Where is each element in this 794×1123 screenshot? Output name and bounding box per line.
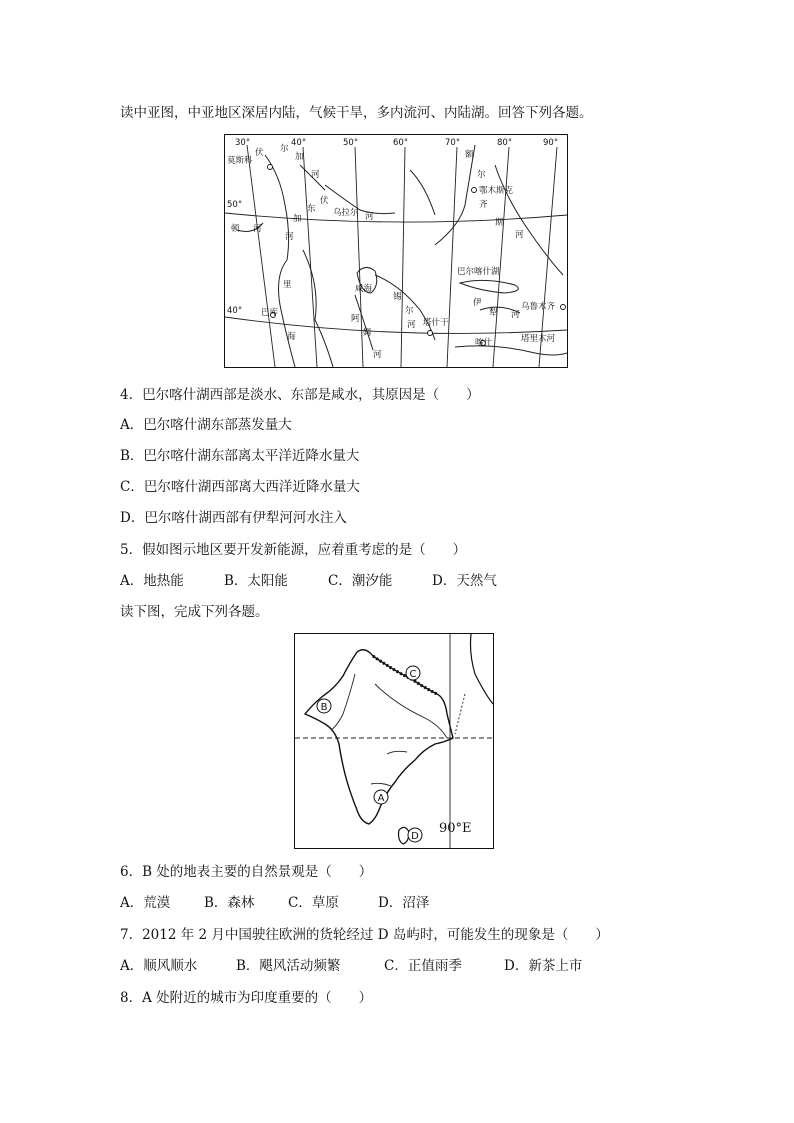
caspian-east-coast bbox=[303, 250, 333, 367]
south-asia-map bbox=[294, 633, 494, 849]
label-dun: 顿 bbox=[231, 224, 240, 234]
central-asia-map bbox=[224, 134, 568, 368]
intro-india: 读下图，完成下列各题。 bbox=[120, 604, 269, 620]
deg-30: 30° bbox=[235, 138, 251, 148]
marker-a-label: A bbox=[377, 793, 385, 804]
label-he4: 河 bbox=[365, 212, 374, 222]
q7-option-b[interactable]: B．飓风活动频繁 bbox=[236, 958, 341, 974]
q6-option-b[interactable]: B．森林 bbox=[204, 895, 255, 911]
city-urumqi-point bbox=[561, 305, 566, 310]
label-mosike: 莫斯科 bbox=[227, 156, 253, 166]
q5-options bbox=[120, 572, 497, 590]
label-kashi: 喀什 bbox=[475, 338, 493, 348]
label-he5: 河 bbox=[253, 224, 262, 234]
meridian-label: 90°E bbox=[439, 821, 472, 836]
q7-option-c[interactable]: C．正值雨季 bbox=[384, 958, 462, 974]
label-baerkashihu: 巴尔喀什湖 bbox=[457, 267, 500, 277]
label-dong: 东 bbox=[307, 204, 316, 214]
intro-central-asia: 读中亚图，中亚地区深居内陆，气候干旱，多内流河、内陆湖。回答下列各题。 bbox=[120, 105, 593, 121]
city-tashkent-point bbox=[428, 331, 433, 336]
river-ob bbox=[495, 165, 563, 275]
label-tashigan: 塔什干 bbox=[423, 318, 449, 328]
q5-option-d[interactable]: D．天然气 bbox=[432, 573, 497, 589]
marker-d-label: D bbox=[411, 831, 419, 842]
lake-balkhash bbox=[460, 280, 518, 293]
q8-stem: 8．A 处附近的城市为印度重要的（ ） bbox=[120, 990, 373, 1006]
parallel-50 bbox=[225, 213, 567, 222]
deg-40-lat: 40° bbox=[227, 306, 243, 316]
marker-b-label: B bbox=[320, 702, 328, 713]
river-tarim bbox=[455, 346, 567, 355]
label-he2: 河 bbox=[515, 230, 524, 240]
river-volga bbox=[265, 155, 289, 260]
river-tobol bbox=[410, 170, 435, 215]
label-xi: 锡 bbox=[393, 292, 402, 302]
river-deccan bbox=[387, 751, 407, 754]
deg-80: 80° bbox=[497, 138, 513, 148]
q6-option-c[interactable]: C．草原 bbox=[288, 895, 339, 911]
meridian-30 bbox=[247, 145, 275, 367]
river-south bbox=[371, 783, 391, 786]
label-baku: 巴库 bbox=[261, 308, 279, 318]
q7-options bbox=[120, 957, 582, 975]
label-he8: 河 bbox=[511, 310, 520, 320]
label-jia2: 加 bbox=[293, 214, 302, 224]
label-a: 阿 bbox=[351, 314, 360, 324]
label-li: 里 bbox=[283, 280, 292, 290]
label-yi: 伊 bbox=[473, 298, 482, 308]
label-he1: 河 bbox=[311, 170, 320, 180]
label-fu2: 伏 bbox=[320, 196, 329, 206]
label-he3: 河 bbox=[285, 232, 294, 242]
south-asia-map-graphic bbox=[295, 634, 493, 848]
label-he6: 河 bbox=[407, 320, 416, 330]
q5-option-b[interactable]: B．太阳能 bbox=[224, 573, 288, 589]
label-er3: 尔 bbox=[405, 306, 414, 316]
deg-50: 50° bbox=[343, 138, 359, 148]
deg-70: 70° bbox=[445, 138, 461, 148]
q7-option-a[interactable]: A．顺风顺水 bbox=[120, 958, 198, 974]
deg-90: 90° bbox=[543, 138, 559, 148]
label-mu: 姆 bbox=[363, 328, 372, 338]
q6-option-a[interactable]: A．荒漠 bbox=[120, 895, 171, 911]
q5-stem: 5．假如图示地区要开发新能源，应着重考虑的是（ ） bbox=[120, 542, 467, 558]
deg-40: 40° bbox=[291, 138, 307, 148]
label-qi: 齐 bbox=[479, 200, 488, 210]
marker-c-label: C bbox=[409, 669, 417, 680]
sri-lanka-outline bbox=[399, 827, 410, 844]
label-he7: 河 bbox=[373, 350, 382, 360]
deg-60: 60° bbox=[393, 138, 409, 148]
q6-stem: 6．B 处的地表主要的自然景观是（ ） bbox=[120, 864, 373, 880]
q4-option-c[interactable]: C．巴尔喀什湖西部离大西洋近降水量大 bbox=[120, 479, 360, 495]
label-wulumuqi: 乌鲁木齐 bbox=[521, 302, 556, 312]
river-brahmaputra bbox=[455, 694, 465, 734]
q4-stem: 4．巴尔喀什湖西部是淡水、东部是咸水，其原因是（ ） bbox=[120, 387, 480, 403]
q7-stem: 7．2012 年 2 月中国驶往欧洲的货轮经过 D 岛屿时，可能发生的现象是（ ） bbox=[120, 927, 609, 943]
meridian-60 bbox=[401, 147, 405, 367]
label-fu: 伏 bbox=[255, 148, 264, 158]
deg-50-lat: 50° bbox=[227, 200, 243, 210]
q4-option-b[interactable]: B．巴尔喀什湖东部离太平洋近降水量大 bbox=[120, 448, 360, 464]
q4-option-d[interactable]: D．巴尔喀什湖西部有伊犁河河水注入 bbox=[120, 510, 347, 526]
label-li2: 犁 bbox=[489, 308, 498, 318]
city-omsk-point bbox=[472, 188, 477, 193]
label-er2: 尔 bbox=[477, 170, 486, 180]
east-land-coast bbox=[471, 634, 494, 704]
label-er1: 尔 bbox=[280, 144, 289, 154]
label-hai1: 海 bbox=[287, 332, 296, 342]
q6-options bbox=[120, 894, 429, 912]
caspian-west-coast bbox=[279, 260, 295, 367]
label-xianhai: 咸海 bbox=[355, 284, 373, 294]
label-emusike: 鄂木斯克 bbox=[479, 186, 514, 196]
q6-option-d[interactable]: D．沼泽 bbox=[378, 895, 430, 911]
city-moscow-point bbox=[268, 165, 273, 170]
label-jia1: 加 bbox=[295, 152, 304, 162]
meridian-50 bbox=[355, 147, 363, 367]
q5-option-c[interactable]: C．潮汐能 bbox=[328, 573, 393, 589]
meridian-70 bbox=[447, 147, 457, 367]
label-wulaer: 乌拉尔 bbox=[333, 208, 359, 218]
label-e: 额 bbox=[465, 150, 474, 160]
central-asia-map-graphic bbox=[225, 135, 567, 367]
q4-option-a[interactable]: A．巴尔喀什湖东部蒸发量大 bbox=[120, 417, 292, 433]
q7-option-d[interactable]: D．新茶上市 bbox=[504, 958, 583, 974]
river-indus bbox=[331, 674, 355, 730]
label-si: 斯 bbox=[495, 218, 504, 228]
label-talimuhe: 塔里木河 bbox=[521, 334, 556, 344]
q5-option-a[interactable]: A．地热能 bbox=[120, 573, 184, 589]
